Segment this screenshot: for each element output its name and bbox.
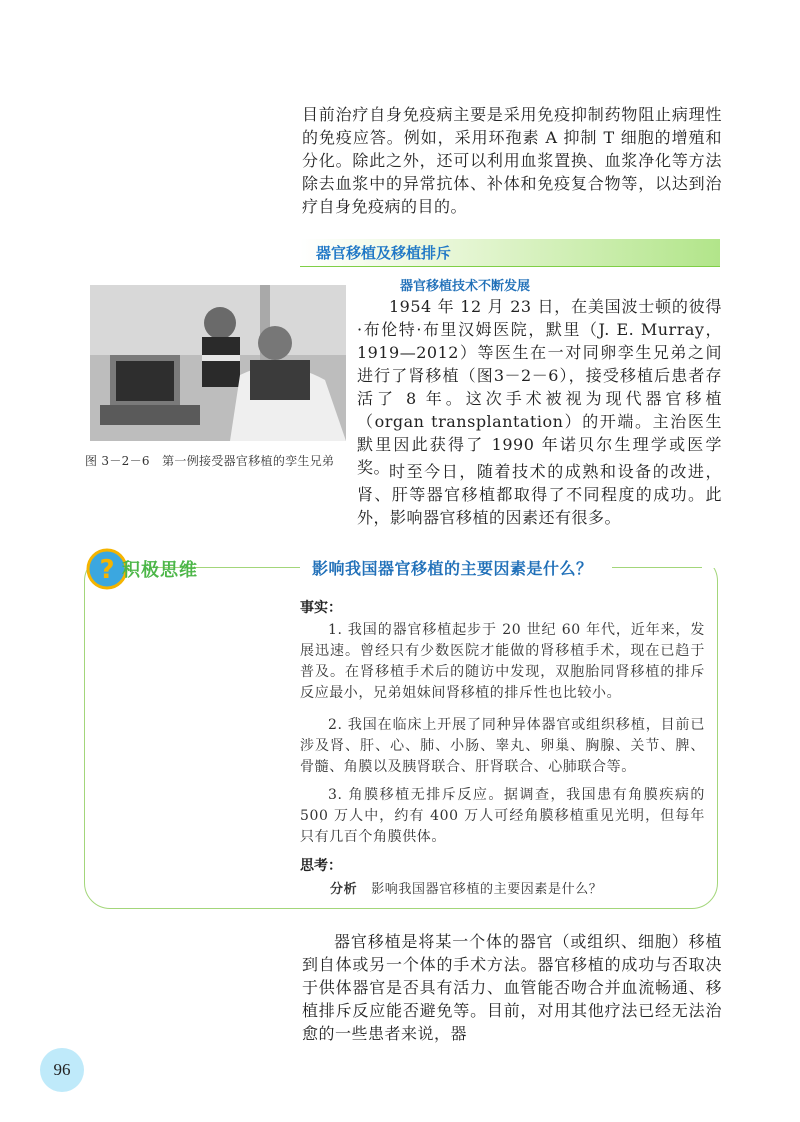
twins-photo	[90, 285, 346, 441]
think-box-question: 影响我国器官移植的主要因素是什么？	[312, 559, 593, 578]
intro-text: 目前治疗自身免疫病主要是采用免疫抑制药物阻止病理性的免疫应答。例如，采用环孢素 A 抑制 T 细胞的增殖和分化。除此之外，还可以利用血浆置换、血浆净化等方法除去血浆中的异常抗体、补体和免疫复合物等，以达到治疗自身免疫病的目的。	[302, 105, 722, 216]
think-prompt-label: 思考：	[300, 858, 342, 874]
facts-label: 事实：	[300, 600, 342, 616]
fact-text-1: 1. 我国的器官移植起步于 20 世纪 60 年代，近年来，发展迅速。曾经只有少数医院才能做的肾移植手术，现在已趋于普及。在肾移植手术后的随访中发现，双胞胎同肾移植的排斥反应最小，兄弟姐妹间肾移植的排斥性也比较小。	[300, 622, 705, 701]
section-title: 器官移植及移植排斥	[316, 244, 452, 262]
think-box-label: 积极思维	[122, 560, 198, 581]
analysis-text: 影响我国器官移植的主要因素是什么？	[371, 882, 603, 897]
closing-text: 器官移植是将某一个体的器官（或组织、细胞）移植到自体或另一个体的手术方法。器官移植的成功与否取决于供体器官是否具有活力、血管能否吻合并血流畅通、移植排斥反应能否避免等。目前，对用其他疗法已经无法治愈的一些患者来说，器	[302, 932, 722, 1043]
fact-item-2	[300, 715, 705, 778]
svg-text:?: ?	[99, 555, 115, 585]
history-paragraph	[357, 295, 722, 479]
figure-caption: 图 3－2－6 第一例接受器官移植的孪生兄弟	[85, 454, 335, 468]
closing-paragraph	[302, 930, 722, 1045]
subheading: 器官移植技术不断发展	[400, 279, 531, 294]
fact-text-2: 2. 我国在临床上开展了同种异体器官或组织移植，目前已涉及肾、肝、心、肺、小肠、睾丸、卵巢、胸腺、关节、脾、骨髓、角膜以及胰肾联合、肝肾联合、心肺联合等。	[300, 717, 705, 775]
section-header-bar	[300, 239, 720, 267]
progress-paragraph	[357, 460, 722, 529]
fact-item-1	[300, 620, 705, 704]
twins-photo-illustration	[90, 285, 346, 441]
think-header-line-right	[612, 567, 702, 568]
intro-paragraph	[302, 103, 722, 218]
fact-item-3	[300, 785, 705, 848]
analysis-label: 分析	[330, 882, 358, 897]
fact-text-3: 3. 角膜移植无排斥反应。据调查，我国患有角膜疾病的 500 万人中，约有 400 万人可经角膜移植重见光明，但每年只有几百个角膜供体。	[300, 787, 705, 845]
progress-text: 时至今日，随着技术的成熟和设备的改进，肾、肝等器官移植都取得了不同程度的成功。此外，影响器官移植的因素还有很多。	[357, 462, 722, 527]
history-text: 1954 年 12 月 23 日，在美国波士顿的彼得·布伦特·布里汉姆医院，默里（J. E. Murray，1919—2012）等医生在一对同卵孪生兄弟之间进行了肾移植（图3－2－6），接受移植后患者存活了 8 年。这次手术被视为现代器官移植（organ transplantation）的开端。主治医生默里因此获得了 1990 年诺贝尔生理学或医学奖。	[357, 297, 722, 477]
analysis-row	[330, 878, 602, 897]
page-number: 96	[40, 1048, 84, 1092]
